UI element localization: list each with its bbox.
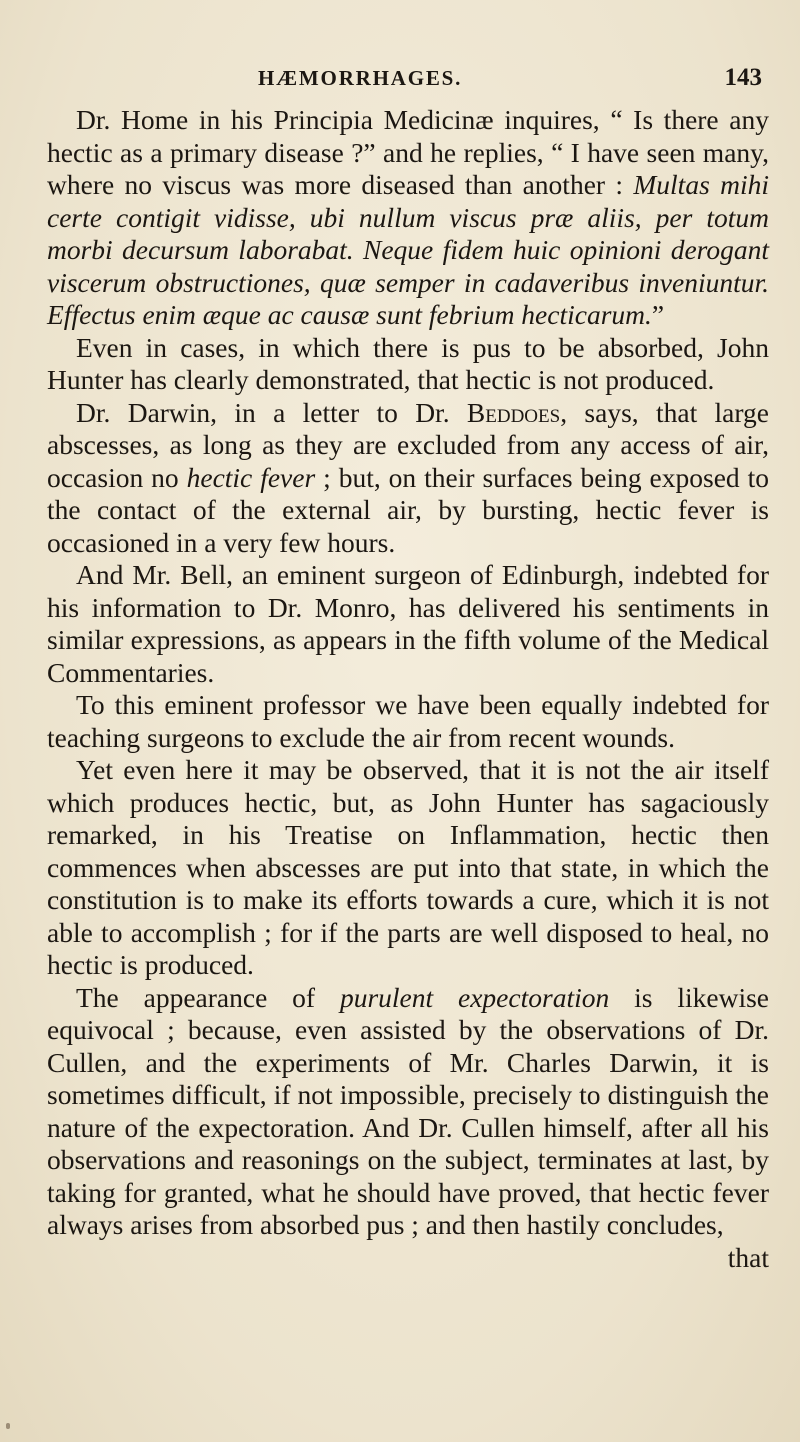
paragraph-hunter-pus	[47, 332, 769, 397]
page-header	[258, 66, 762, 96]
text-run: ”	[651, 299, 665, 330]
running-title: HÆMORRHAGES.	[258, 66, 463, 90]
italic-text: hectic fever	[186, 461, 316, 493]
text-run: ; but, on their surfaces being exposed to the contact of the external air, by bursting, hectic fever is occasioned in a very few hours.	[47, 461, 769, 558]
page-number: 143	[724, 64, 762, 91]
text-run: And Mr. Bell, an eminent surgeon of Edinburgh, indebted for his information to Dr. Monro, has delivered his sentiments in similar expressions, as appears in the fifth volume of the Medical Commentaries.	[47, 559, 769, 688]
text-run: To this eminent professor we have been equally indebted for teaching surgeons to exclude the air from recent wounds.	[47, 689, 769, 753]
text-run: Dr. Darwin, in a letter to Dr.	[76, 396, 467, 428]
text-run: Dr. Home in his Principia Medicinæ inquires, “ Is there any hectic as a primary disease ?” and he replies, “ I have seen many, where no viscus was more diseased than another :	[47, 104, 769, 200]
text-run: Yet even here it may be observed, that it is not the air itself which produces hectic, but, as John Hunter has sagaciously remarked, in his Treatise on Inflammation, hectic then commences when abscesses are put into that state, in which the constitution is to make its efforts towards a cure, which it is not able to accomplish ; for if the parts are well disposed to heal, no hectic is produced.	[47, 754, 769, 980]
text-run: The appearance of	[76, 981, 340, 1013]
text-run: , says, that large abscesses, as long as they are excluded from any access of air, occasion no	[47, 396, 770, 493]
italic-text: purulent expectoration	[339, 981, 610, 1013]
paragraph-purulent-expectoration	[47, 982, 769, 1242]
paragraph-bell-edinburgh	[47, 559, 769, 689]
catchword: that	[727, 1241, 769, 1273]
text-run: is likewise equivocal ; because, even assisted by the observations of Dr. Cullen, and the experiments of Mr. Charles Darwin, it is sometimes difficult, if not impossible, precisely to distinguish the nature of the expectoration. And Dr. Cullen himself, after all his observations and reasonings on the subject, terminates at last, by taking for granted, what he should have proved, that hectic fever always arises from absorbed pus ; and then hastily concludes,	[47, 981, 769, 1240]
page-speck	[6, 1423, 10, 1429]
italic-text: Multas mihi certe contigit vidisse, ubi nullum viscus præ aliis, per totum morbi decursum laborabat. Neque fidem huic opinioni derogant viscerum obstructiones, quæ semper in cadaveribus inveniuntur. Effectus enim æque ac causæ sunt febrium hecticarum.	[47, 169, 769, 330]
text-run: Even in cases, in which there is pus to be absorbed, John Hunter has clearly demonstrated, that hectic is not produced.	[47, 331, 769, 395]
paragraph-home-hectic	[47, 104, 769, 332]
smallcaps-name: Beddoes	[466, 396, 561, 428]
paragraph-darwin-letter	[47, 397, 769, 560]
body-text	[47, 104, 769, 1274]
paragraph-air-itself	[47, 754, 769, 982]
paragraph-professor	[47, 689, 769, 754]
